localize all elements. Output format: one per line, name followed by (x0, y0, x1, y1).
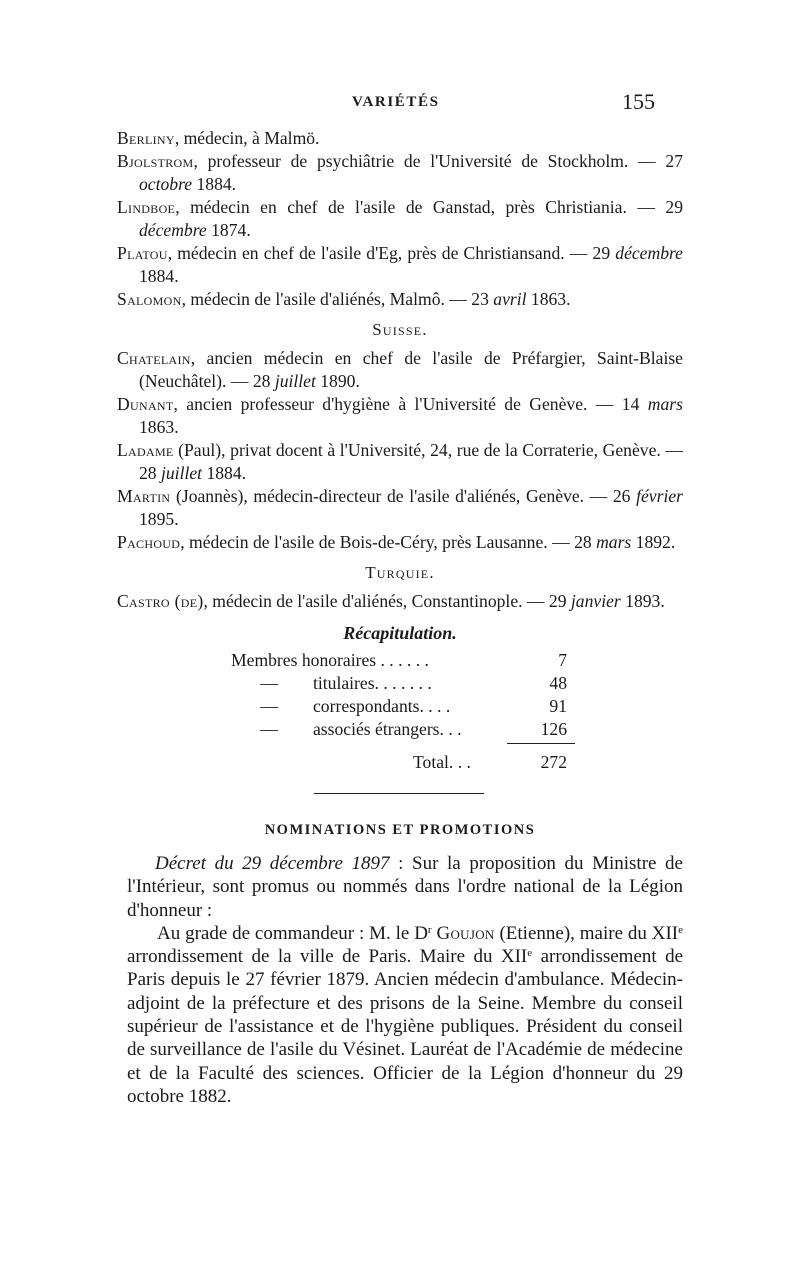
list-item (117, 439, 683, 485)
member-date-month: février (636, 486, 683, 506)
member-name: Berliny (117, 128, 175, 148)
list-item (117, 196, 683, 242)
list-item (117, 288, 683, 311)
superscript: r (427, 923, 432, 936)
recap-value: 48 (549, 673, 567, 693)
member-date-month: juillet (274, 371, 316, 391)
nominations-body (127, 852, 683, 1108)
member-name: Castro (117, 591, 170, 611)
section-separator (314, 793, 484, 794)
member-date-month: juillet (161, 463, 203, 483)
member-description: , médecin en chef de l'asile d'Eg, près de Christiansand. — 29 (167, 243, 616, 263)
recap-table (117, 649, 683, 777)
total-label: Total. . . (413, 752, 471, 772)
list-item (117, 127, 683, 150)
member-name: Bjolstrom (117, 151, 194, 171)
decree-paragraph (127, 852, 683, 922)
list-item (117, 485, 683, 531)
section-heading-turquie: Turquie. (365, 563, 435, 582)
ditto-dash: — (260, 696, 278, 716)
total-value: 272 (540, 752, 567, 772)
recap-value: 7 (558, 650, 567, 670)
section-heading-suisse: Suisse. (372, 320, 428, 339)
person-name: Goujon (436, 922, 495, 944)
member-date-year: 1884. (202, 463, 247, 483)
member-description: , médecin de l'asile d'aliénés, Constantinople. — 29 (203, 591, 571, 611)
member-date-year: 1884. (139, 266, 179, 286)
superscript: e (678, 923, 684, 936)
promotion-text: arrondissement de la ville de Paris. Maire du XII (127, 946, 528, 968)
member-date-year: 1874. (206, 220, 251, 240)
member-description: , médecin de l'asile de Bois-de-Céry, près Lausanne. — 28 (180, 532, 597, 552)
total-rule (507, 743, 575, 744)
member-name: Lindboe (117, 197, 176, 217)
member-description: (Paul), privat docent à l'Université, 24, rue de la Corraterie, Genève. — 28 (139, 440, 683, 483)
norway-list (117, 127, 683, 777)
table-row-total (117, 751, 683, 774)
member-description: , médecin, à Malmö. (174, 128, 320, 148)
member-description: , ancien professeur d'hygiène à l'Université de Genève. — 14 (173, 394, 648, 414)
promotion-paragraph (127, 922, 683, 1108)
promotion-text: (Etienne), maire du XII (494, 922, 679, 944)
member-name: Chatelain (117, 348, 191, 368)
member-name: Martin (117, 486, 171, 506)
table-row (117, 649, 683, 672)
member-date-month: octobre (139, 174, 193, 194)
member-description: (Joannès), médecin-directeur de l'asile d'aliénés, Genève. — 26 (170, 486, 637, 506)
member-description: , ancien médecin en chef de l'asile de Préfargier, Saint-Blaise (Neuchâtel). — 28 (139, 348, 683, 391)
list-item (117, 347, 683, 393)
member-date-month: mars (596, 532, 632, 552)
member-date-year: 1863. (526, 289, 571, 309)
member-date-month: décembre (139, 220, 207, 240)
member-date-year: 1863. (139, 417, 179, 437)
promotion-text: arrondissement de Paris depuis le 27 février 1879. Ancien médecin d'ambulance. Médecin-adjoint de la préfecture et des prisons de la Seine. Membre du conseil supérieur de l'assistance et de l'hygiène publiques. Président du conseil de surveillance de l'asile du Vésinet. Lauréat de l'Académie de médecine et de la Faculté des sciences. Officier de la Légion d'honneur du 29 octobre 1882. (127, 946, 684, 1107)
member-name: Salomon (117, 289, 182, 309)
member-date-month: janvier (570, 591, 621, 611)
member-date-year: 1884. (192, 174, 237, 194)
ditto-dash: — (260, 719, 278, 739)
decree-reference: Décret du 29 décembre 1897 (155, 853, 390, 874)
member-date-year: 1892. (631, 532, 676, 552)
member-date-month: avril (493, 289, 527, 309)
member-name: Platou (117, 243, 168, 263)
member-name: Dunant (117, 394, 174, 414)
running-head (0, 89, 800, 116)
recap-value: 126 (540, 719, 567, 739)
recap-title: Récapitulation. (343, 623, 457, 643)
list-item (117, 242, 683, 288)
list-item (117, 531, 683, 554)
member-date-year: 1890. (315, 371, 360, 391)
list-item (117, 393, 683, 439)
decree-text: : Sur la proposition du Ministre de l'Intérieur, sont promus ou nommés dans l'ordre national de la Légion d'honneur : (127, 853, 683, 921)
ditto-dash: — (260, 673, 278, 693)
recap-label: correspondants. . . . (313, 696, 451, 716)
recap-label: associés étrangers. . . (313, 719, 462, 739)
member-name: Ladame (117, 440, 174, 460)
member-date-month: mars (647, 394, 683, 414)
recap-value: 91 (549, 696, 567, 716)
member-date-year: 1895. (139, 509, 179, 529)
member-date-year: 1893. (620, 591, 665, 611)
member-description: , professeur de psychiâtrie de l'Université de Stockholm. — 27 (193, 151, 683, 171)
superscript: e (527, 947, 533, 960)
table-row (117, 718, 683, 741)
member-description: , médecin de l'asile d'aliénés, Malmô. — 23 (181, 289, 494, 309)
table-row (117, 672, 683, 695)
table-row (117, 695, 683, 718)
member-date-month: décembre (615, 243, 683, 263)
nominations-title: NOMINATIONS ET PROMOTIONS (264, 822, 536, 838)
list-item (117, 590, 683, 613)
recap-label: Membres honoraires . . . . . . (231, 650, 429, 670)
member-name: Pachoud (117, 532, 181, 552)
promotion-text: Au grade de commandeur : M. le D (157, 922, 428, 944)
page-number: 155 (622, 89, 655, 114)
member-name-particle: (de) (169, 591, 204, 611)
member-description: , médecin en chef de l'asile de Ganstad, près Christiania. — 29 (175, 197, 683, 217)
list-item (117, 150, 683, 196)
running-title: VARIÉTÉS (352, 94, 440, 110)
recap-label: titulaires. . . . . . . (313, 673, 432, 693)
